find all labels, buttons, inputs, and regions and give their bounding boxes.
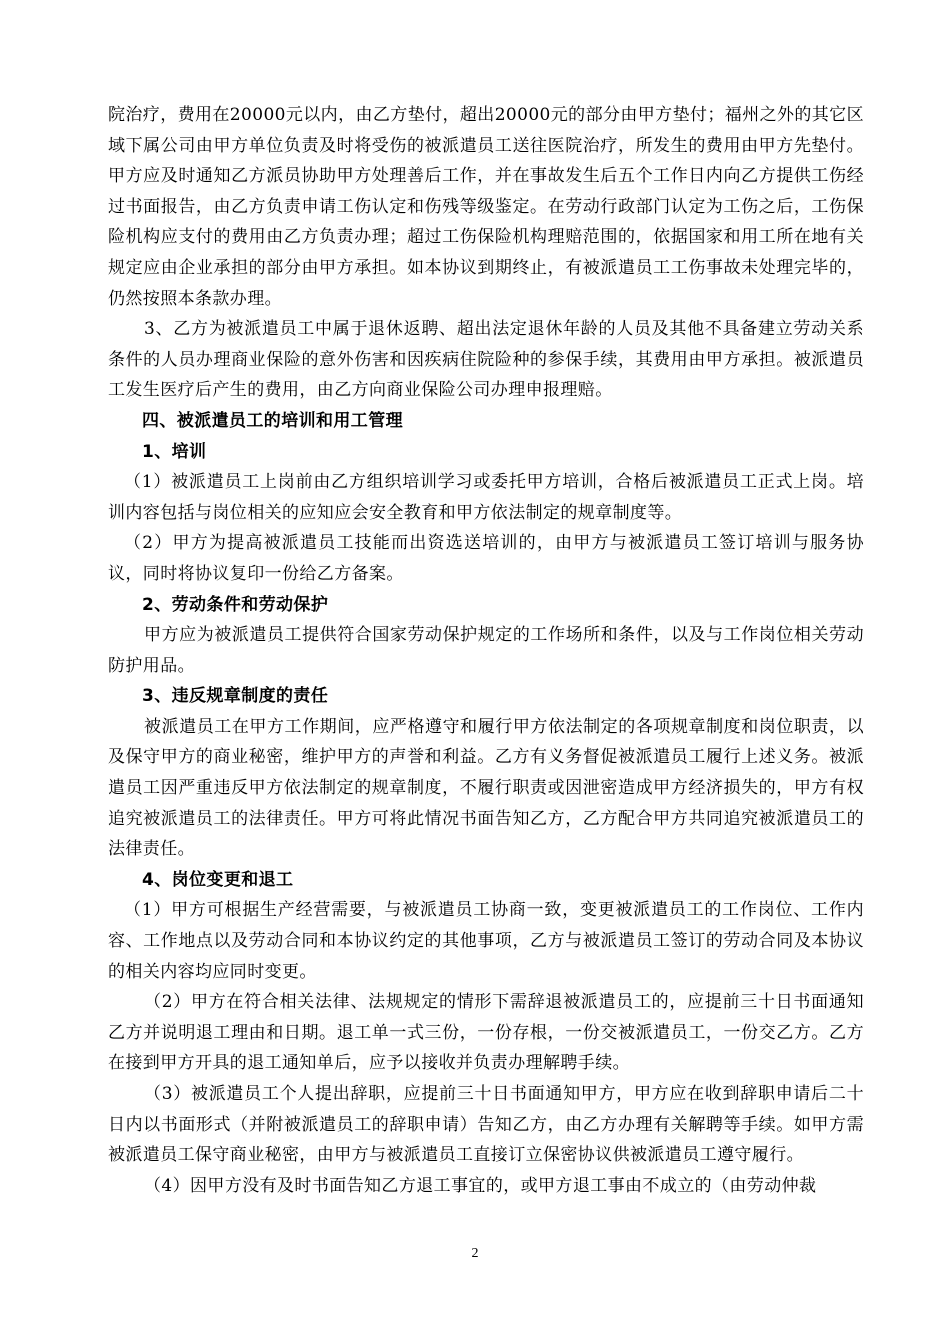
- paragraph: （1）甲方可根据生产经营需要，与被派遣员工协商一致，变更被派遣员工的工作岗位、工作内容、工作地点以及劳动合同和本协议约定的其他事项，乙方与被派遣员工签订的劳动合同及本协议的相关内容均应同时变更。: [108, 900, 864, 982]
- paragraph: （2）甲方在符合相关法律、法规规定的情形下需辞退被派遣员工的，应提前三十日书面通知乙方并说明退工理由和日期。退工单一式三份，一份存根，一份交被派遣员工，一份交乙方。乙方在接到甲方开具的退工通知单后，应予以接收并负责办理解聘手续。: [108, 992, 864, 1074]
- subsection-heading: 4、岗位变更和退工: [142, 869, 294, 890]
- paragraph: 甲方应为被派遣员工提供符合国家劳动保护规定的工作场所和条件，以及与工作岗位相关劳动防护用品。: [108, 625, 864, 676]
- paragraph: （3）被派遣员工个人提出辞职，应提前三十日书面通知甲方，甲方应在收到辞职申请后二十日内以书面形式（并附被派遣员工的辞职申请）告知乙方，由乙方办理有关解聘等手续。如甲方需被派遣员工保守商业秘密，由甲方与被派遣员工直接订立保密协议供被派遣员工遵守履行。: [108, 1084, 864, 1166]
- page-number: 2: [471, 1246, 479, 1261]
- subsection-heading: 3、违反规章制度的责任: [142, 686, 329, 707]
- paragraph: （1）被派遣员工上岗前由乙方组织培训学习或委托甲方培训，合格后被派遣员工正式上岗。培训内容包括与岗位相关的应知应会安全教育和甲方依法制定的规章制度等。: [108, 472, 864, 523]
- section-heading: 四、被派遣员工的培训和用工管理: [142, 410, 403, 431]
- document-body: [108, 100, 864, 1201]
- paragraph: 院治疗，费用在20000元以内，由乙方垫付，超出20000元的部分由甲方垫付；福州之外的其它区域下属公司由甲方单位负责及时将受伤的被派遣员工送往医院治疗，所发生的费用由甲方先垫付。甲方应及时通知乙方派员协助甲方处理善后工作，并在事故发生后五个工作日内向乙方提供工伤经过书面报告，由乙方负责申请工伤认定和伤残等级鉴定。在劳动行政部门认定为工伤之后，工伤保险机构应支付的费用由乙方负责办理；超过工伤保险机构理赔范围的，依据国家和用工所在地有关规定应由企业承担的部分由甲方承担。如本协议到期终止，有被派遣员工工伤事故未处理完毕的，仍然按照本条款办理。: [108, 105, 864, 309]
- paragraph: 3、乙方为被派遣员工中属于退休返聘、超出法定退休年龄的人员及其他不具备建立劳动关系条件的人员办理商业保险的意外伤害和因疾病住院险种的参保手续，其费用由甲方承担。被派遣员工发生医疗后产生的费用，由乙方向商业保险公司办理申报理赔。: [108, 319, 864, 401]
- paragraph: 被派遣员工在甲方工作期间，应严格遵守和履行甲方依法制定的各项规章制度和岗位职责，以及保守甲方的商业秘密，维护甲方的声誉和利益。乙方有义务督促被派遣员工履行上述义务。被派遣员工因严重违反甲方依法制定的规章制度，不履行职责或因泄密造成甲方经济损失的，甲方有权追究被派遣员工的法律责任。甲方可将此情况书面告知乙方，乙方配合甲方共同追究被派遣员工的法律责任。: [108, 716, 864, 860]
- paragraph: （2）甲方为提高被派遣员工技能而出资选送培训的，由甲方与被派遣员工签订培训与服务协议，同时将协议复印一份给乙方备案。: [108, 533, 864, 584]
- subsection-heading: 2、劳动条件和劳动保护: [142, 594, 329, 615]
- paragraph: （4）因甲方没有及时书面告知乙方退工事宜的，或甲方退工事由不成立的（由劳动仲裁: [144, 1175, 817, 1196]
- subsection-heading: 1、培训: [142, 441, 207, 462]
